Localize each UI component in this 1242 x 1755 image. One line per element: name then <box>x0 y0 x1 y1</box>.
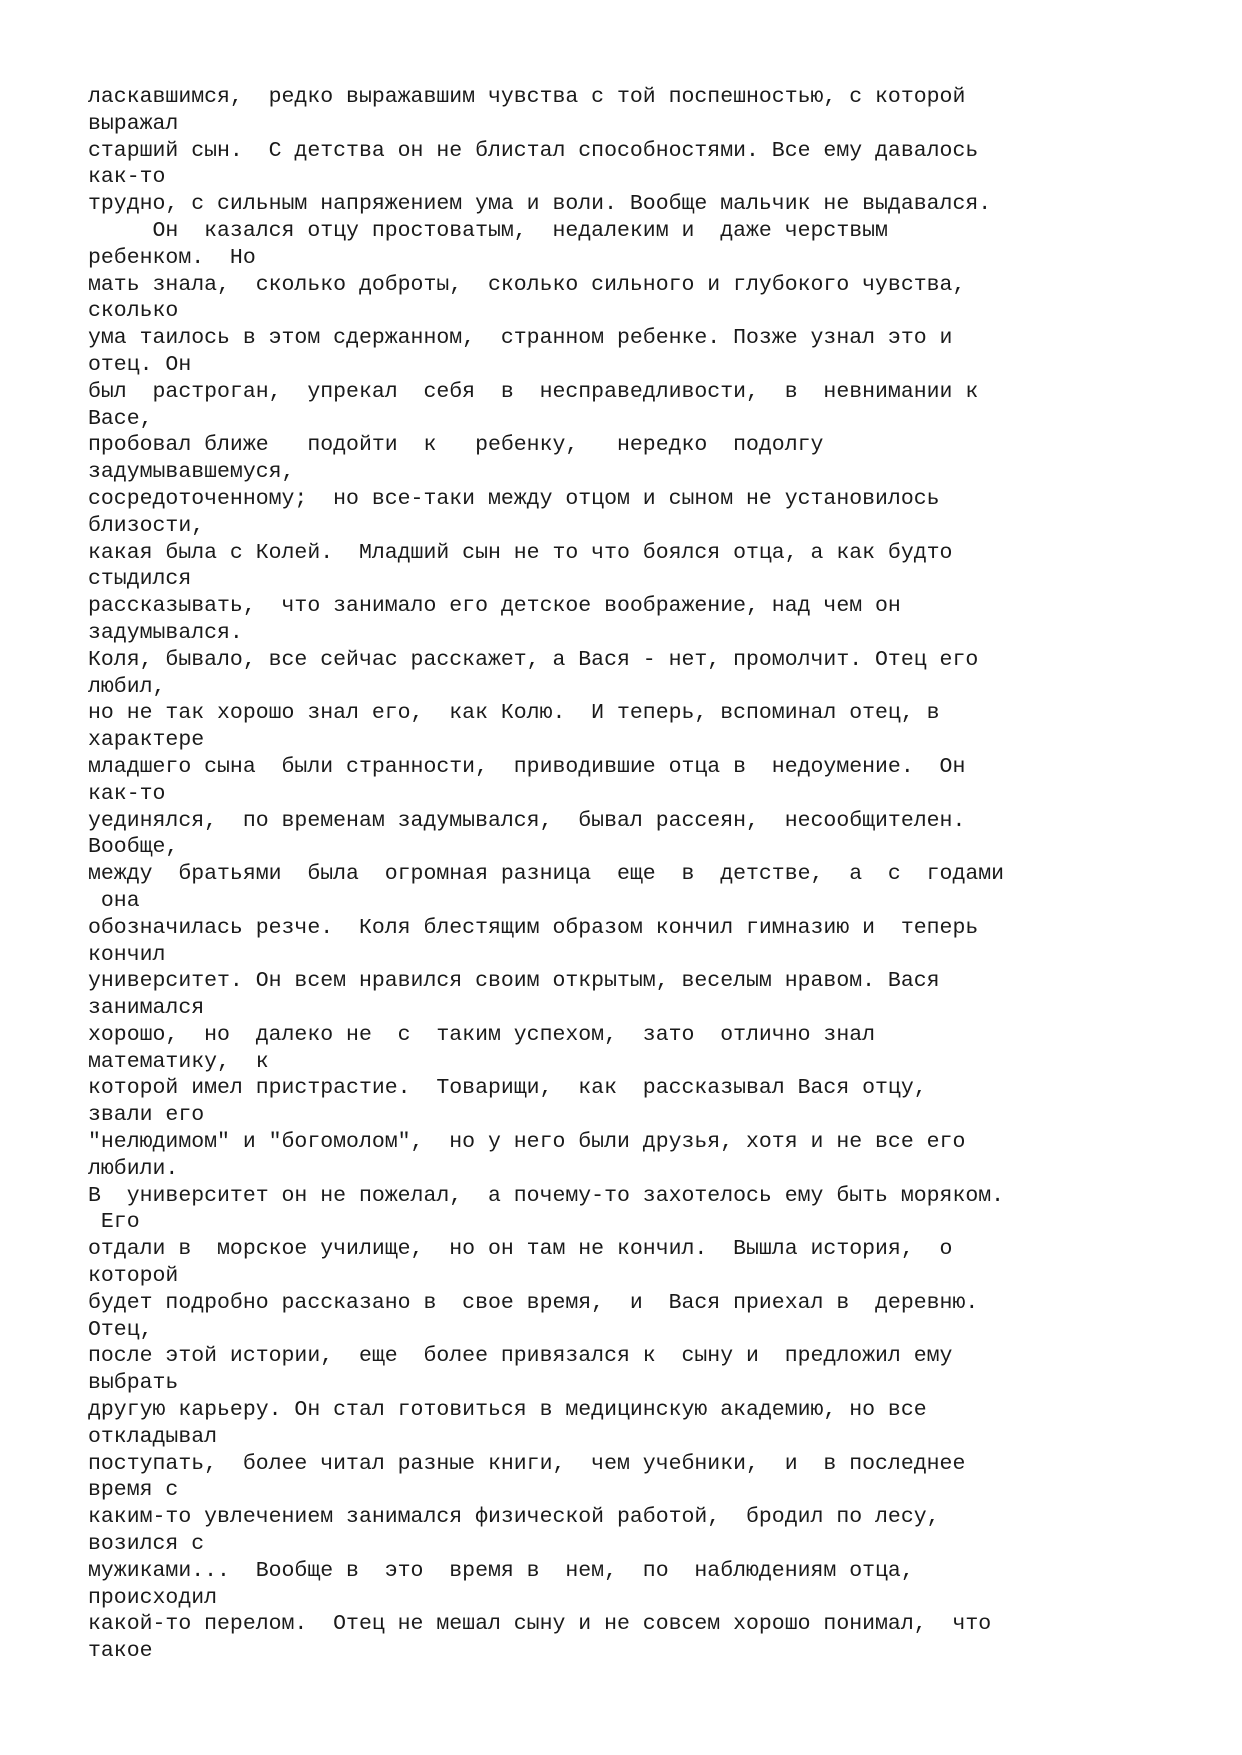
text-line: ласкавшимся, редко выражавшим чувства с той поспешностью, с которой <box>88 85 966 109</box>
text-line: происходил <box>88 1585 218 1610</box>
text-line: математику, к <box>88 1049 269 1074</box>
text-line: хорошо, но далеко не с таким успехом, зато отлично знал <box>88 1022 876 1047</box>
text-line: отец. Он <box>88 352 192 377</box>
text-line: поступать, более читал разные книги, чем учебники, и в последнее <box>88 1451 966 1476</box>
text-line: возился с <box>88 1532 205 1557</box>
text-line: задумывался. <box>88 620 243 645</box>
text-line: которой имел пристрастие. Товарищи, как рассказывал Вася отцу, <box>88 1076 927 1101</box>
text-line: стыдился <box>88 567 192 592</box>
text-line: отдали в морское училище, но он там не кончил. Вышла история, о <box>88 1237 953 1262</box>
text-line: задумывавшемуся, <box>88 460 295 485</box>
text-line: ума таилось в этом сдержанном, странном ребенке. Позже узнал это и <box>88 326 953 351</box>
text-line: выражал <box>88 111 179 136</box>
text-line: после этой истории, еще более привязался к сыну и предложил ему <box>88 1344 953 1369</box>
text-line: мужиками... Вообще в это время в нем, по наблюдениям отца, <box>88 1558 914 1583</box>
text-line: близости, <box>88 513 205 538</box>
text-line: рассказывать, что занимало его детское воображение, над чем он <box>88 594 901 619</box>
text-line: но не так хорошо знал его, как Колю. И теперь, вспоминал отец, в <box>88 701 940 726</box>
text-line: Васе, <box>88 406 153 431</box>
text-line: такое <box>88 1639 153 1664</box>
text-line: характере <box>88 728 205 753</box>
text-line: между братьями была огромная разница еще в детстве, а с годами <box>88 862 1005 887</box>
text-line: В университет он не пожелал, а почему-то захотелось ему быть моряком. <box>88 1183 1005 1208</box>
text-line: другую карьеру. Он стал готовиться в медицинскую академию, но все <box>88 1398 927 1423</box>
text-line: будет подробно рассказано в свое время, и Вася приехал в деревню. <box>88 1290 979 1315</box>
text-line: кончил <box>88 942 166 967</box>
text-line: сосредоточенному; но все-таки между отцом и сыном не установилось <box>88 486 940 511</box>
text-line: какой-то перелом. Отец не мешал сыну и не совсем хорошо понимал, что <box>88 1612 992 1637</box>
text-line: уединялся, по временам задумывался, бывал рассеян, несообщителен. <box>88 808 966 833</box>
text-line: младшего сына были странности, приводившие отца в недоумение. Он <box>88 754 966 779</box>
text-line: занимался <box>88 996 205 1021</box>
text-line: Коля, бывало, все сейчас расскажет, а Вася - нет, промолчит. Отец его <box>88 647 979 672</box>
text-line: сколько <box>88 299 179 324</box>
text-line: университет. Он всем нравился своим открытым, веселым нравом. Вася <box>88 969 940 994</box>
text-line: откладывал <box>88 1424 218 1449</box>
document-text <box>88 84 1218 1665</box>
text-line: время с <box>88 1478 179 1503</box>
text-line: обозначилась резче. Коля блестящим образом кончил гимназию и теперь <box>88 915 979 940</box>
text-line: мать знала, сколько доброты, сколько сильного и глубокого чувства, <box>88 272 966 297</box>
text-line: которой <box>88 1264 179 1289</box>
text-line: пробовал ближе подойти к ребенку, нередко подолгу <box>88 433 824 458</box>
text-line: был растроган, упрекал себя в несправедливости, в невнимании к <box>88 379 979 404</box>
text-line: Отец, <box>88 1317 153 1342</box>
text-line: трудно, с сильным напряжением ума и воли. Вообще мальчик не выдавался. <box>88 192 992 217</box>
text-line: какая была с Колей. Младший сын не то что боялся отца, а как будто <box>88 540 953 565</box>
text-line: Вообще, <box>88 835 179 860</box>
text-line: звали его <box>88 1103 205 1128</box>
text-line: как-то <box>88 165 166 190</box>
text-line: ребенком. Но <box>88 245 256 270</box>
text-line: Он казался отцу простоватым, недалеким и даже черствым <box>88 218 888 243</box>
text-line: старший сын. С детства он не блистал способностями. Все ему давалось <box>88 138 979 163</box>
text-line: любил, <box>88 674 166 699</box>
text-line: выбрать <box>88 1371 179 1396</box>
text-line: любили. <box>88 1156 179 1181</box>
text-line: как-то <box>88 781 166 806</box>
text-line: она <box>88 888 140 913</box>
text-line: "нелюдимом" и "богомолом", но у него были друзья, хотя и не все его <box>88 1130 966 1155</box>
text-line: Его <box>88 1210 140 1235</box>
text-line: каким-то увлечением занимался физической работой, бродил по лесу, <box>88 1505 940 1530</box>
